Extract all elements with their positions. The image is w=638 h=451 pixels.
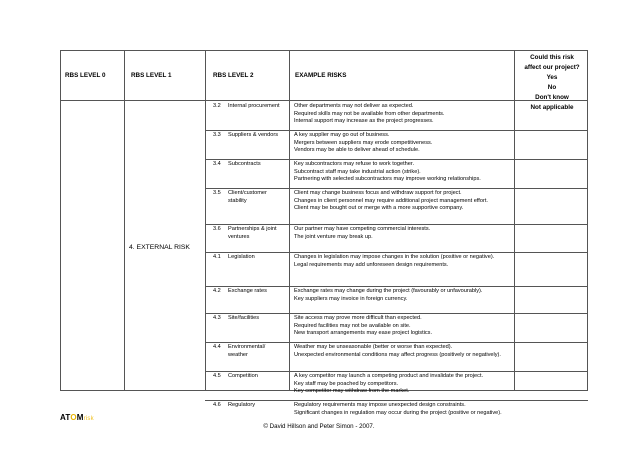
risk-table [60, 50, 588, 416]
copyright-footer: © David Hillson and Peter Simon - 2007. [263, 423, 375, 430]
answer-dont-know: Don't know [535, 94, 569, 101]
row-divider [205, 159, 588, 160]
rbs-level-2-number: 3.3 [213, 132, 221, 138]
rbs-level-2-name: Subcontracts [228, 161, 261, 167]
example-risk: Required facilities may not be available on site. [294, 322, 411, 329]
example-risk: Key suppliers may invoice in foreign currency. [294, 295, 408, 302]
rbs-level-1-external-risk: 4. EXTERNAL RISK [129, 244, 190, 251]
example-risk: Site access may prove more difficult than expected. [294, 315, 422, 321]
logo-text: AT [60, 413, 71, 422]
example-risk: Partnering with selected subcontractors may improve working relationships. [294, 176, 481, 183]
row-divider [205, 313, 588, 314]
answer-no: No [547, 84, 557, 91]
example-risk: New transport arrangements may ease project logistics. [294, 330, 433, 337]
row-divider [205, 371, 588, 372]
header-rbs-level-1: RBS LEVEL 1 [131, 72, 172, 79]
header-example-risks: EXAMPLE RISKS [295, 72, 347, 79]
example-risk: Key subcontractors may refuse to work together. [294, 161, 415, 167]
example-risks-cell [294, 254, 510, 269]
logo-text: M [76, 413, 84, 422]
col-divider [124, 51, 125, 390]
rbs-level-2-name: Environmental/ weather [228, 344, 266, 358]
row-divider [205, 252, 588, 253]
header-could-this-risk [516, 53, 588, 113]
rbs-level-2-name: Site/facilities [228, 315, 260, 321]
example-risk: Key competitor may withdraw from the market. [294, 388, 410, 395]
col-divider [205, 51, 206, 390]
rbs-level-2-name: Exchange rates [228, 288, 267, 294]
example-risk: Vendors may be able to deliver ahead of schedule. [294, 147, 420, 154]
rbs-level-2-number: 3.5 [213, 190, 221, 196]
example-risk: Client may be bought out or merge with a more supportive company. [294, 205, 464, 212]
header-line: affect our project? [524, 64, 580, 71]
example-risk: Client may change business focus and withdraw support for project. [294, 190, 462, 196]
header-rbs-level-2: RBS LEVEL 2 [213, 72, 254, 79]
rbs-level-2-number: 4.6 [213, 402, 221, 408]
example-risk: Key staff may be poached by competitors. [294, 380, 399, 387]
rbs-level-2-number: 4.5 [213, 373, 221, 379]
col-divider [514, 51, 515, 390]
rbs-level-2-number: 4.1 [213, 254, 221, 260]
logo-text-risk: risk [83, 416, 94, 422]
example-risk: Legal requirements may add unforeseen design requirements. [294, 261, 449, 268]
example-risk: The joint venture may break up. [294, 233, 373, 240]
logo-sun-mark: O [70, 413, 77, 422]
example-risks-cell [294, 373, 510, 396]
example-risk: Our partner may have competing commercial interests. [294, 226, 431, 232]
example-risk: A key competitor may launch a competing product and invalidate the project. [294, 373, 484, 379]
rbs-level-2-name: Partnerships & joint ventures [228, 226, 277, 240]
row-divider [205, 224, 588, 225]
rbs-level-2-name: Regulatory [228, 402, 256, 408]
rbs-level-2-number: 4.4 [213, 344, 221, 350]
rbs-level-2-number: 4.2 [213, 288, 221, 294]
example-risk: Other departments may not deliver as expected. [294, 103, 414, 109]
rbs-level-2-number: 3.6 [213, 226, 221, 232]
example-risk: Regulatory requirements may impose unexpected design constraints. [294, 402, 466, 408]
row-divider [205, 130, 588, 131]
answer-yes: Yes [546, 74, 558, 81]
example-risk: Significant changes in regulation may occur during the project (positive or negative). [294, 409, 502, 416]
example-risks-cell [294, 190, 510, 213]
rbs-level-2-name: Suppliers & vendors [228, 132, 279, 138]
example-risk: Exchange rates may change during the project (favourably or unfavourably). [294, 288, 483, 294]
example-risk: Unexpected environmental conditions may affect progress (positively or negatively). [294, 351, 501, 358]
rbs-level-2-number: 4.3 [213, 315, 221, 321]
answer-not-applicable: Not applicable [530, 104, 574, 111]
example-risk: Mergers between suppliers may erode competitiveness. [294, 139, 433, 146]
example-risk: Changes in legislation may impose changes in the solution (positive or negative). [294, 254, 495, 260]
example-risk: Subcontract staff may take industrial action (strike). [294, 168, 421, 175]
row-divider [205, 286, 588, 287]
example-risks-cell [294, 288, 510, 303]
rbs-level-2-name: Legislation [228, 254, 255, 260]
example-risk: A key supplier may go out of business. [294, 132, 390, 138]
example-risks-cell [294, 103, 510, 126]
example-risk: Internal support may increase as the project progresses. [294, 118, 434, 125]
rbs-level-2-name: Client/customer stability [228, 190, 267, 204]
header-line: Could this risk [530, 54, 574, 61]
row-divider [205, 188, 588, 189]
atom-logo [60, 413, 94, 422]
header-rbs-level-0: RBS LEVEL 0 [65, 72, 106, 79]
example-risks-cell [294, 161, 510, 184]
rbs-level-2-name: Internal procurement [228, 103, 280, 109]
example-risks-cell [294, 315, 510, 338]
example-risks-cell [294, 132, 510, 155]
example-risk: Changes in client personnel may require additional project management effort. [294, 197, 488, 204]
rbs-level-2-number: 3.2 [213, 103, 221, 109]
example-risks-cell [294, 402, 510, 417]
example-risk: Required skills may not be available from other departments. [294, 110, 445, 117]
rbs-level-2-name: Competition [228, 373, 258, 379]
example-risks-cell [294, 226, 510, 241]
col-divider [289, 51, 290, 390]
row-divider [205, 400, 588, 401]
example-risks-cell [294, 344, 510, 359]
rbs-level-2-number: 3.4 [213, 161, 221, 167]
row-divider [205, 342, 588, 343]
example-risk: Weather may be unseasonable (better or worse than expected). [294, 344, 453, 350]
header-divider [61, 100, 587, 101]
